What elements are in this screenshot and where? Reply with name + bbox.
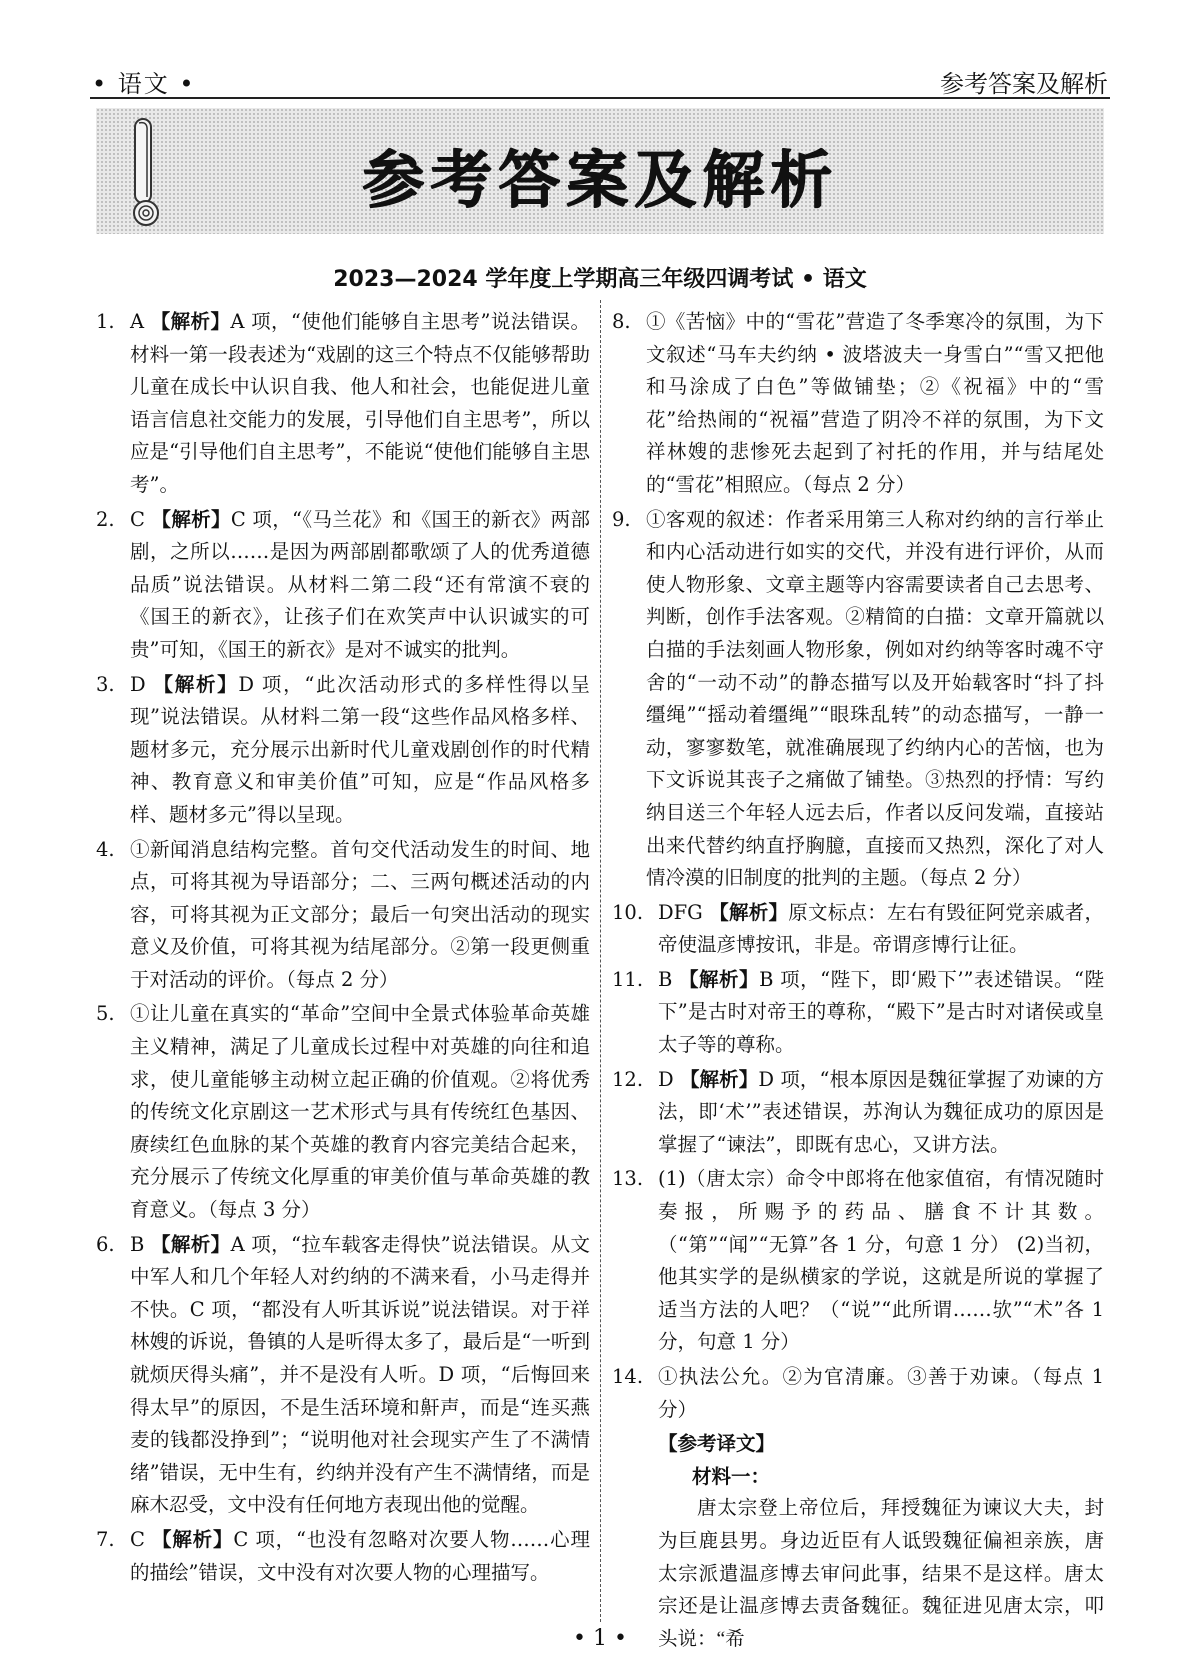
left-column xyxy=(96,306,590,1591)
answer-item: 4. ①新闻消息结构完整。首句交代活动发生的时间、地点，可将其视为导语部分；二、三两句概述活动的内容，可将其视为正文部分；最后一句突出活动的现实意义及价值，可将其视为结尾部分。②第一段更侧重于对活动的评价。（每点 2 分） xyxy=(96,837,590,991)
answer-item: 9. ①客观的叙述：作者采用第三人称对约纳的言行举止和内心活动进行如实的交代，并没有进行评价，从而使人物形象、文章主题等内容需要读者自己去思考、判断，创作手法客观。②精简的白描：文章开篇就以白描的手法刻画人物形象，例如对约纳等客时魂不守舍的“一动不动”的静态描写以及开始载客时“抖了抖缰绳”“摇动着缰绳”“眼珠乱转”的动态描写，一静一动，寥寥数笔，就准确展现了约纳内心的苦恼，也为下文诉说其丧子之痛做了铺垫。③热烈的抒情：写约纳目送三个年轻人远去后，作者以反问发端，直接站出来代替约纳直抒胸臆，直接而又热烈，深化了对人情冷漠的旧制度的批判的主题。（每点 2 分） xyxy=(612,507,1104,890)
header-subject: • 语文 • xyxy=(92,70,196,98)
answer-item: 13. (1)（唐太宗）命令中郎将在他家值宿，有情况随时奏报，所赐予的药品、膳食不计其数。（“第”“闻”“无算”各 1 分，句意 1 分） (2)当初，他其实学的是纵横家的学说，这就是所说的掌握了适当方法的人吧？（“说”“此所谓……欤”“术”各 1 分，句意 1 分） xyxy=(612,1167,1104,1354)
banner-title: 参考答案及解析 xyxy=(361,143,838,216)
right-column xyxy=(612,306,1104,1656)
column-divider xyxy=(600,300,601,1622)
header-rule xyxy=(90,97,1110,99)
answer-item: 7. C 【解析】C 项，“也没有忽略对次要人物……心理的描绘”错误，文中没有对次要人物的心理描写。 xyxy=(96,1527,590,1584)
answer-item: 8. ①《苦恼》中的“雪花”营造了冬季寒冷的氛围，为下文叙述“马车夫约纳 • 波塔波夫一身雪白”“雪又把他和马涂成了白色”等做铺垫；②《祝福》中的“雪花”给热闹的“祝福”营造了阴冷不祥的氛围，为下文祥林嫂的悲惨死去起到了衬托的作用，并与结尾处的“雪花”相照应。（每点 2 分） xyxy=(612,310,1104,496)
answer-item: 2. C 【解析】C 项，“《马兰花》和《国王的新衣》两部剧，之所以……是因为两部剧都歌颂了人的优秀道德品质”说法错误。从材料二第二段“还有常演不衰的《国王的新衣》，让孩子们在欢笑声中认识诚实的可贵”可知，《国王的新衣》是对不诚实的批判。 xyxy=(96,507,591,661)
answer-item: 12. D 【解析】D 项，“根本原因是魏征掌握了劝谏的方法，即‘术’”表述错误，苏洵认为魏征成功的原因是掌握了“谏法”，即既有忠心，又讲方法。 xyxy=(612,1067,1104,1156)
exam-title: 2023—2024 学年度上学期高三年级四调考试 • 语文 xyxy=(333,267,867,292)
answer-item: 1. A 【解析】A 项，“使他们能够自主思考”说法错误。材料一第一段表述为“戏剧的这三个特点不仅能够帮助儿童在成长中认识自我、他人和社会，也能促进儿童语言信息社交能力的发展，引导他们自主思考”，所以应是“引导他们自主思考”，不能说“使他们能够自主思考”。 xyxy=(96,310,590,496)
answer-item: 14. ①执法公允。②为官清廉。③善于劝谏。（每点 1 分） xyxy=(612,1365,1104,1421)
answer-item: 10. DFG 【解析】原文标点：左右有毁征阿党亲戚者，帝使温彦博按讯，非是。帝谓彦博行让征。 xyxy=(612,900,1104,957)
answer-item: 3. D 【解析】D 项，“此次活动形式的多样性得以呈现”说法错误。从材料二第一段“这些作品风格多样、题材多元，充分展示出新时代儿童戏剧创作的时代精神、教育意义和审美价值”可知，应是“作品风格多样、题材多元”得以呈现。 xyxy=(96,672,590,826)
page-number: • 1 • xyxy=(573,1626,627,1651)
answer-item: 5. ①让儿童在真实的“革命”空间中全景式体验革命英雄主义精神，满足了儿童成长过程中对英雄的向往和追求，使儿童能够主动树立起正确的价值观。②将优秀的传统文化京剧这一艺术形式与具有传统红色基因、赓续红色血脉的某个英雄的教育内容完美结合起来，充分展示了传统文化厚重的审美价值与革命英雄的教育意义。（每点 3 分） xyxy=(96,1002,590,1222)
answer-item: 6. B 【解析】A 项，“拉车载客走得快”说法错误。从文中军人和几个年轻人对约纳的不满来看，小马走得并不快。C 项，“都没有人听其诉说”说法错误。对于祥林嫂的诉说，鲁镇的人是听得太多了，最后是“一听到就烦厌得头痛”，并不是没有人听。D 项，“后悔回来得太早”的原因，不是生活环境和鼾声，而是“连买燕麦的钱都没挣到”；“说明他对社会现实产生了不满情绪”错误，无中生有，约纳并没有产生不满情绪，而是麻木忍受，文中没有任何地方表现出他的觉醒。 xyxy=(96,1232,590,1517)
material-label: 材料一： xyxy=(692,1464,771,1488)
reference-title: 【参考译文】 xyxy=(658,1432,776,1456)
answer-item: 11. B 【解析】B 项，“陛下，即‘殿下’”表述错误。“陛下”是古时对帝王的尊称，“殿下”是古时对诸侯或皇太子等的尊称。 xyxy=(612,967,1104,1057)
reference-translation: 唐太宗登上帝位后，拜授魏征为谏议大夫，封为巨鹿县男。身边近臣有人诋毁魏征偏袒亲族，唐太宗派遣温彦博去审问此事，结果不是这样。唐太宗还是让温彦博去责备魏征。魏征进见唐太宗，叩头说：“希 xyxy=(658,1498,1104,1650)
header-section: 参考答案及解析 xyxy=(940,70,1108,98)
